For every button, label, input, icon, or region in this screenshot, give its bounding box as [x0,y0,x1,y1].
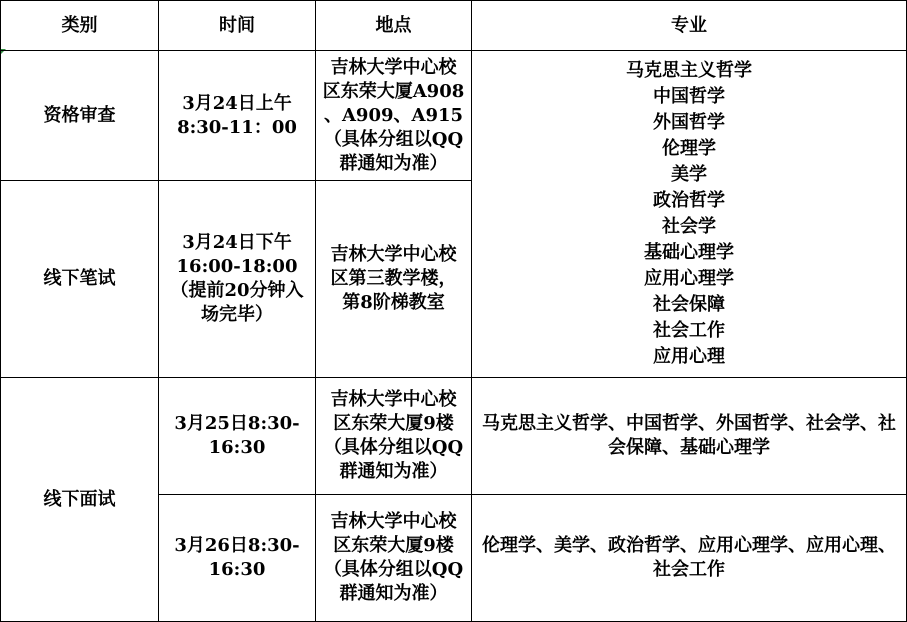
location-line: 群通知为准） [339,461,448,482]
location-line: 区东荣大厦A908 [322,80,465,102]
location-cell [316,495,472,622]
time-line: 16:30 [208,559,266,580]
location-line: 吉林大学中心校 [330,511,457,532]
location-line: （具体分组以QQ [323,559,464,580]
major-line: 社会工作 [653,320,725,341]
location-line: 第8阶梯教室 [342,292,445,313]
location-line: （具体分组以QQ [323,437,464,458]
time-line: 16:30 [208,437,266,458]
location-line: 区东荣大厦9楼 [333,535,454,556]
location-line: 吉林大学中心校 [330,56,457,78]
category-cell: 资格审查 [1,51,159,181]
table-row [1,51,907,181]
table-row [1,378,907,495]
header-row [1,1,907,51]
time-cell [159,181,316,378]
major-line: 美学 [671,164,707,185]
major-line: 外国哲学 [653,112,725,133]
major-cell: 伦理学、美学、政治哲学、应用心理学、应用心理、社会工作 [472,495,907,622]
time-line: 16:00-18:00 [176,256,298,277]
time-line: 场完毕） [201,304,273,325]
location-line: 区东荣大厦9楼 [333,413,454,434]
time-line: 3月25日8:30- [174,413,300,434]
location-line: 、A909、A915 [323,104,464,126]
major-line: 社会保障 [653,294,725,315]
location-cell [316,51,472,181]
location-cell [316,181,472,378]
header-category: 类别 [1,1,159,51]
major-line: 应用心理 [653,346,725,367]
shared-major-cell [472,51,907,378]
time-line: 8:30-11：00 [177,116,297,138]
time-line: （提前20分钟入 [170,280,304,301]
time-cell [159,495,316,622]
time-line: 3月24日上午 [182,92,292,114]
major-line: 中国哲学 [653,86,725,107]
header-location: 地点 [316,1,472,51]
major-line: 伦理学 [662,138,716,159]
header-time: 时间 [159,1,316,51]
time-line: 3月26日8:30- [174,535,300,556]
major-cell: 马克思主义哲学、中国哲学、外国哲学、社会学、社会保障、基础心理学 [472,378,907,495]
location-line: 群通知为准） [339,152,448,174]
time-cell [159,51,316,181]
location-line: 群通知为准） [339,583,448,604]
location-line: 吉林大学中心校 [330,389,457,410]
location-cell [316,378,472,495]
time-cell [159,378,316,495]
major-line: 基础心理学 [644,242,734,263]
category-cell: 线下笔试 [1,181,159,378]
major-line: 政治哲学 [653,190,725,211]
major-line: 马克思主义哲学 [626,60,752,81]
location-line: 吉林大学中心校 [330,244,457,265]
location-line: 区第三教学楼， [330,268,457,289]
category-cell: 线下面试 [1,378,159,622]
major-line: 社会学 [662,216,716,237]
location-line: （具体分组以QQ [323,128,464,150]
header-major: 专业 [472,1,907,51]
time-line: 3月24日下午 [182,232,292,253]
major-line: 应用心理学 [644,268,734,289]
